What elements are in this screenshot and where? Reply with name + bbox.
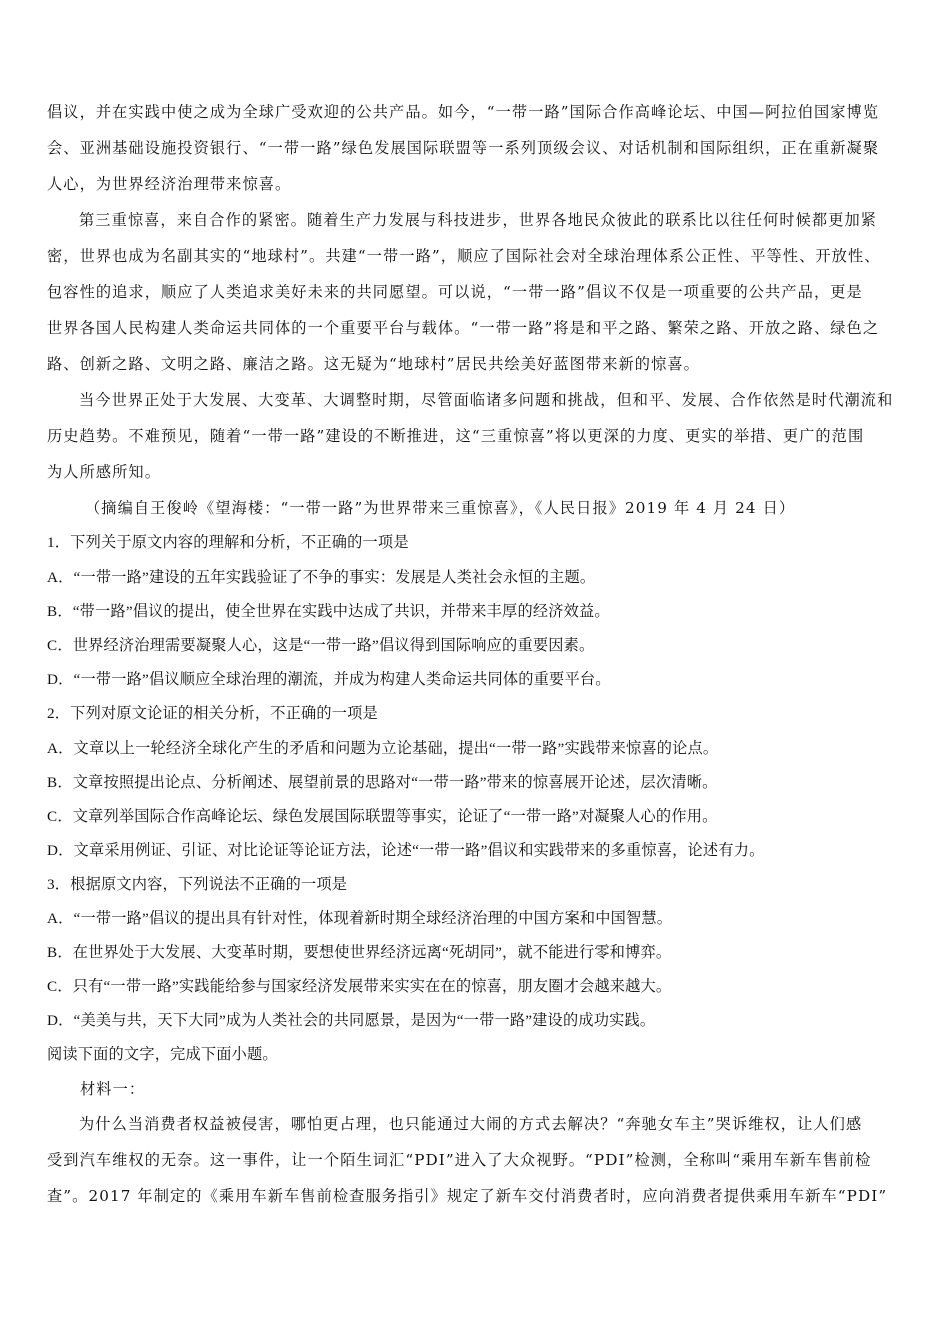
text-line: 路、创新之路、文明之路、廉洁之路。这无疑为“地球村”居民共绘美好蓝图带来新的惊喜。 <box>47 355 700 373</box>
question-stem: 1．下列关于原文内容的理解和分析，不正确的一项是 <box>47 534 409 551</box>
reading-instruction: 阅读下面的文字，完成下面小题。 <box>47 1046 278 1063</box>
question-option: C．文章列举国际合作高峰论坛、绿色发展国际联盟等事实，论证了“一带一路”对凝聚人心的作用。 <box>47 808 718 825</box>
question-option: C．世界经济治理需要凝聚人心，这是“一带一路”倡议得到国际响应的重要因素。 <box>47 637 595 654</box>
text-line: 历史趋势。不难预见，随着“一带一路”建设的不断推进，这“三重惊喜”将以更深的力度、更实的举措、更广的范围 <box>47 427 865 445</box>
source-citation: （摘编自王俊岭《望海楼：“一带一路”为世界带来三重惊喜》，《人民日报》2019 年 4 月 24 日） <box>85 499 796 517</box>
material-label: 材料一： <box>80 1080 146 1098</box>
question-stem: 2．下列对原文论证的相关分析，不正确的一项是 <box>47 705 378 722</box>
text-line: 为什么当消费者权益被侵害，哪怕更占理，也只能通过大闹的方式去解决？“奔驰女车主”哭诉维权，让人们感 <box>79 1115 863 1133</box>
question-option: D．“一带一路”倡议顺应全球治理的潮流，并成为构建人类命运共同体的重要平台。 <box>47 671 611 688</box>
text-line: 倡议，并在实践中使之成为全球广受欢迎的公共产品。如今，“一带一路”国际合作高峰论坛、中国—阿拉伯国家博览 <box>47 103 880 121</box>
question-option: A．文章以上一轮经济全球化产生的矛盾和问题为立论基础，提出“一带一路”实践带来惊喜的论点。 <box>47 740 719 757</box>
text-line: 世界各国人民构建人类命运共同体的一个重要平台与载体。“一带一路”将是和平之路、繁荣之路、开放之路、绿色之 <box>47 319 880 337</box>
question-option: C．只有“一带一路”实践能给参与国家经济发展带来实实在在的惊喜，朋友圈才会越来越大。 <box>47 978 672 995</box>
text-line: 包容性的追求，顺应了人类追求美好未来的共同愿望。可以说，“一带一路”倡议不仅是一项重要的公共产品，更是 <box>47 283 863 301</box>
question-option: B．在世界处于大发展、大变革时期，要想使世界经济远离“死胡同”，就不能进行零和博弈。 <box>47 944 672 961</box>
text-line: 为人所感所知。 <box>47 463 162 481</box>
text-line: 查”。2017 年制定的《乘用车新车售前检查服务指引》规定了新车交付消费者时，应向消费者提供乘用车新车“PDI” <box>47 1187 888 1205</box>
text-line: 会、亚洲基础设施投资银行、“一带一路”绿色发展国际联盟等一系列顶级会议、对话机制和国际组织，正在重新凝聚 <box>47 139 880 157</box>
text-line: 当今世界正处于大发展、大变革、大调整时期，尽管面临诸多问题和挑战，但和平、发展、合作依然是时代潮流和 <box>79 391 894 409</box>
text-line: 人心，为世界经济治理带来惊喜。 <box>47 175 292 193</box>
question-option: A．“一带一路”建设的五年实践验证了不争的事实：发展是人类社会永恒的主题。 <box>47 569 596 586</box>
question-stem: 3．根据原文内容，下列说法不正确的一项是 <box>47 876 348 893</box>
question-option: D．“美美与共，天下大同”成为人类社会的共同愿景，是因为“一带一路”建设的成功实践。 <box>47 1012 656 1029</box>
text-line: 密，世界也成为名副其实的“地球村”。共建“一带一路”，顺应了国际社会对全球治理体系公正性、平等性、开放性、 <box>47 247 881 265</box>
question-option: A．“一带一路”倡议的提出具有针对性，体现着新时期全球经济治理的中国方案和中国智慧。 <box>47 910 673 927</box>
text-line: 第三重惊喜，来自合作的紧密。随着生产力发展与科技进步，世界各地民众彼此的联系比以往任何时候都更加紧 <box>79 211 878 229</box>
text-line: 受到汽车维权的无奈。这一事件，让一个陌生词汇“PDI”进入了大众视野。“PDI”检测，全称叫“乘用车新车售前检 <box>47 1151 872 1169</box>
question-option: B．“带一路”倡议的提出，使全世界在实践中达成了共识，并带来丰厚的经济效益。 <box>47 603 610 620</box>
question-option: B．文章按照提出论点、分析阐述、展望前景的思路对“一带一路”带来的惊喜展开论述，层次清晰。 <box>47 774 718 791</box>
question-option: D．文章采用例证、引证、对比论证等论证方法，论述“一带一路”倡议和实践带来的多重惊喜，论述有力。 <box>47 842 765 859</box>
